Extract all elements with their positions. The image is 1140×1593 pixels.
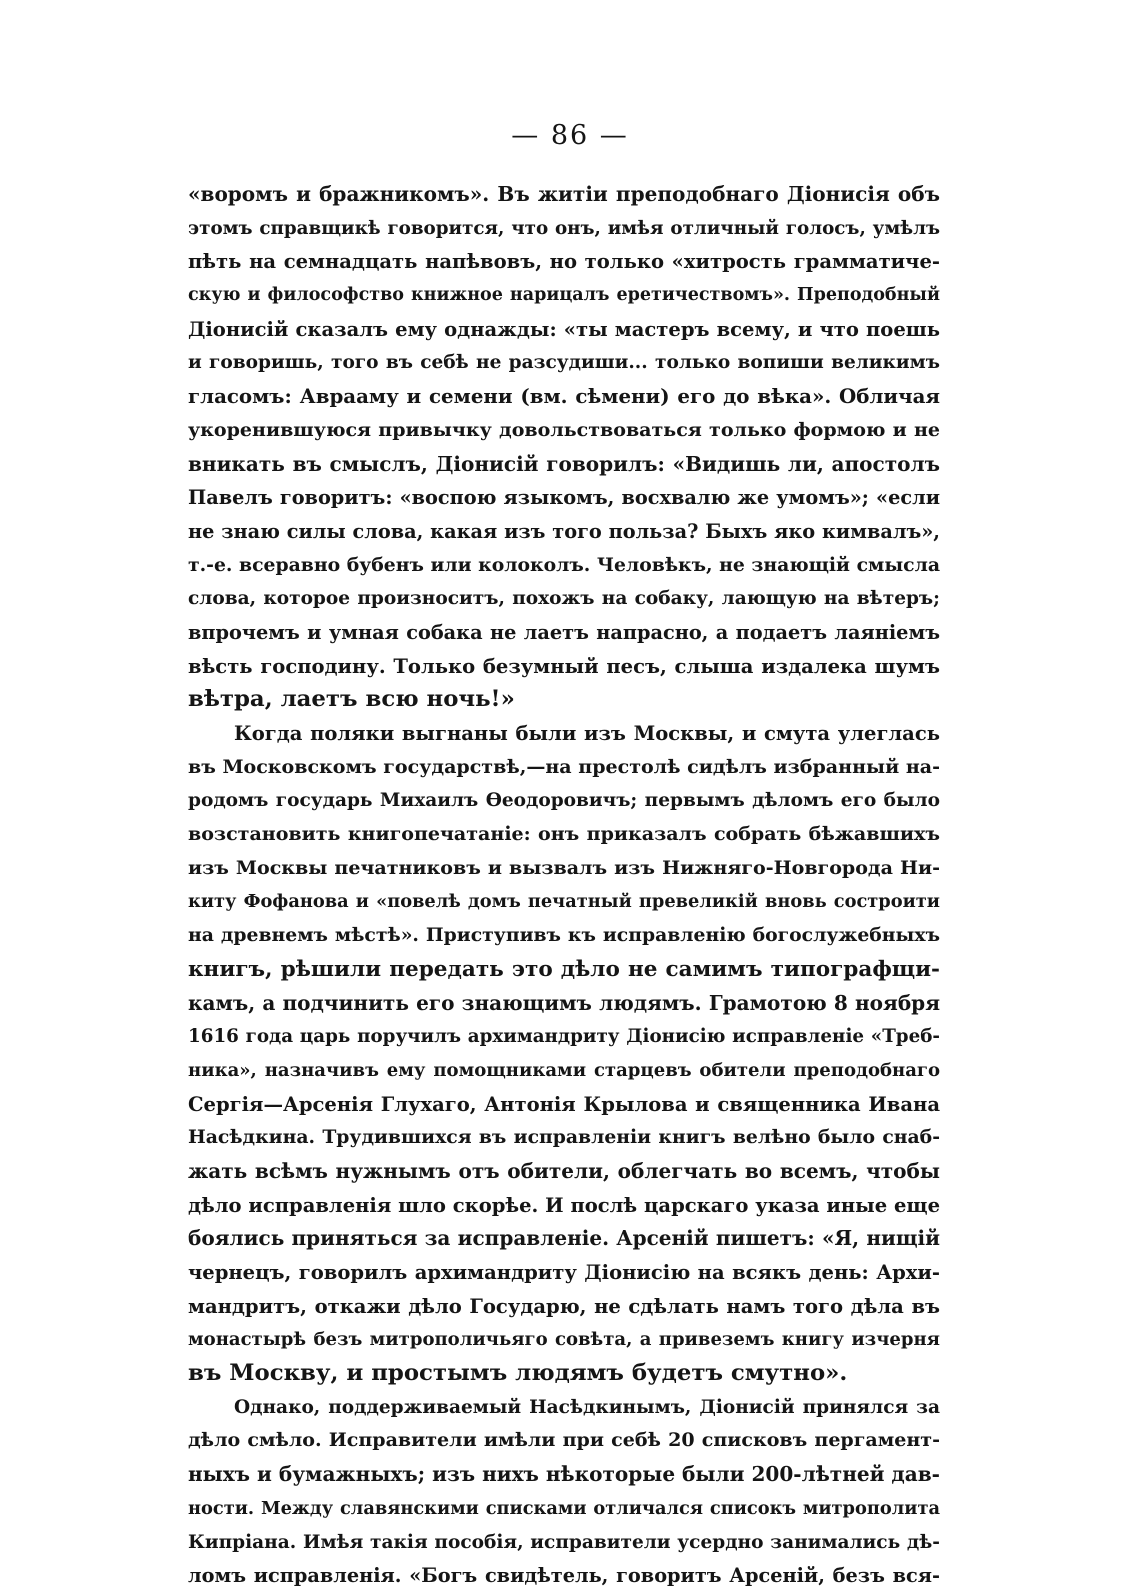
text-line: Однако, поддерживаемый Насѣдкинымъ, Діонисій принялся за — [234, 1396, 940, 1418]
text-line: въ Москву, и простымъ людямъ будетъ смутно». — [188, 1360, 848, 1387]
text-line: ныхъ и бумажныхъ; изъ нихъ нѣкоторые были 200-лѣтней дав- — [188, 1462, 940, 1487]
text-line: возстановить книгопечатаніе: онъ приказалъ собрать бѣжавшихъ — [188, 823, 940, 846]
text-line: «воромъ и бражникомъ». Въ житіи преподобнаго Діонисія объ — [188, 182, 940, 206]
text-line: ломъ исправленія. «Богъ свидѣтель, говоритъ Арсеній, безъ вся- — [188, 1564, 940, 1588]
text-line: этомъ справщикѣ говорится, что онъ, имѣя отличный голосъ, умѣлъ — [188, 217, 940, 239]
text-line: вѣсть господину. Только безумный песъ, слыша издалека шумъ — [188, 654, 940, 678]
text-line: ника», назначивъ ему помощниками старцевъ обители преподобнаго — [188, 1059, 940, 1081]
page-body — [188, 178, 940, 1593]
text-line: жать всѣмъ нужнымъ отъ обители, облегчать во всемъ, чтобы — [188, 1158, 940, 1183]
text-line: монастырѣ безъ митрополичьяго совѣта, а привеземъ книгу изчерня — [188, 1329, 940, 1351]
text-line: Насѣдкина. Трудившихся въ исправленіи книгъ велѣно было снаб- — [188, 1126, 940, 1149]
paragraph-2 — [188, 717, 940, 1391]
text-line: не знаю силы слова, какая изъ того польза? Быхъ яко кимвалъ», — [188, 519, 940, 543]
text-line: дѣло смѣло. Исправители имѣли при себѣ 20 списковъ пергамент- — [188, 1429, 940, 1452]
text-line: пѣть на семнадцать напѣвовъ, но только «хитрость грамматиче- — [188, 250, 940, 274]
page-number: — 86 — — [511, 120, 629, 151]
text-line: родомъ государь Михаилъ Ѳеодоровичъ; первымъ дѣломъ его было — [188, 790, 940, 812]
text-line: Сергія—Арсенія Глухаго, Антонія Крылова и священника Ивана — [188, 1092, 940, 1116]
text-line: киту Фофанова и «повелѣ домъ печатный превеликій вновь состроити — [188, 891, 940, 913]
text-line: 1616 года царь поручилъ архимандриту Діонисію исправленіе «Треб- — [188, 1026, 940, 1048]
paragraph-1 — [188, 178, 940, 717]
text-line: впрочемъ и умная собака не лаетъ напрасно, а подаетъ лаяніемъ — [188, 620, 940, 644]
text-line: вникать въ смыслъ, Діонисій говорилъ: «Видишь ли, апостолъ — [188, 451, 940, 476]
paragraph-3 — [188, 1391, 940, 1593]
text-line: изъ Москвы печатниковъ и вызвалъ изъ Нижняго-Новгорода Ни- — [188, 856, 940, 879]
text-line: камъ, а подчинить его знающимъ людямъ. Грамотою 8 ноября — [188, 990, 940, 1015]
text-line: укоренившуюся привычку довольствоваться только формою и не — [188, 418, 940, 441]
text-line: вѣтра, лаетъ всю ночь!» — [188, 686, 515, 713]
text-line: на древнемъ мѣстѣ». Приступивъ къ исправленію богослужебныхъ — [188, 924, 940, 947]
text-line: скую и философство книжное нарицалъ еретичествомъ». Преподобный — [188, 285, 940, 306]
text-line: Павелъ говоритъ: «воспою языкомъ, восхвалю же умомъ»; «если — [188, 486, 940, 510]
text-line: Кипріана. Имѣя такія пособія, исправители усердно занимались дѣ- — [188, 1531, 940, 1553]
text-line: мандритъ, откажи дѣло Государю, не сдѣлать намъ того дѣла въ — [188, 1294, 940, 1318]
text-line: ности. Между славянскими списками отличался списокъ митрополита — [188, 1497, 940, 1519]
text-line: боялись приняться за исправленіе. Арсеній пишетъ: «Я, нищій — [188, 1226, 940, 1251]
text-line: Діонисій сказалъ ему однажды: «ты мастеръ всему, и что поешь — [188, 317, 940, 341]
text-line: Когда поляки выгнаны были изъ Москвы, и смута улеглась — [234, 722, 940, 745]
text-line: въ Московскомъ государствѣ,—на престолѣ сидѣлъ избранный на- — [188, 755, 940, 778]
text-line: чернецъ, говорилъ архимандриту Діонисію на всякъ день: Архи- — [188, 1261, 940, 1284]
text-line: дѣло исправленія шло скорѣе. И послѣ царскаго указа иные еще — [188, 1193, 940, 1217]
text-line: и говоришь, того въ себѣ не разсудиши... только вопиши великимъ — [188, 352, 940, 374]
text-line: т.-е. всеравно бубенъ или колоколъ. Человѣкъ, не знающій смысла — [188, 553, 940, 576]
text-line: гласомъ: Аврааму и семени (вм. сѣмени) его до вѣка». Обличая — [188, 384, 940, 409]
text-line: слова, которое произноситъ, похожъ на собаку, лающую на вѣтеръ; — [188, 588, 940, 610]
text-line: книгъ, рѣшили передать это дѣло не самимъ типографщи- — [188, 956, 940, 982]
